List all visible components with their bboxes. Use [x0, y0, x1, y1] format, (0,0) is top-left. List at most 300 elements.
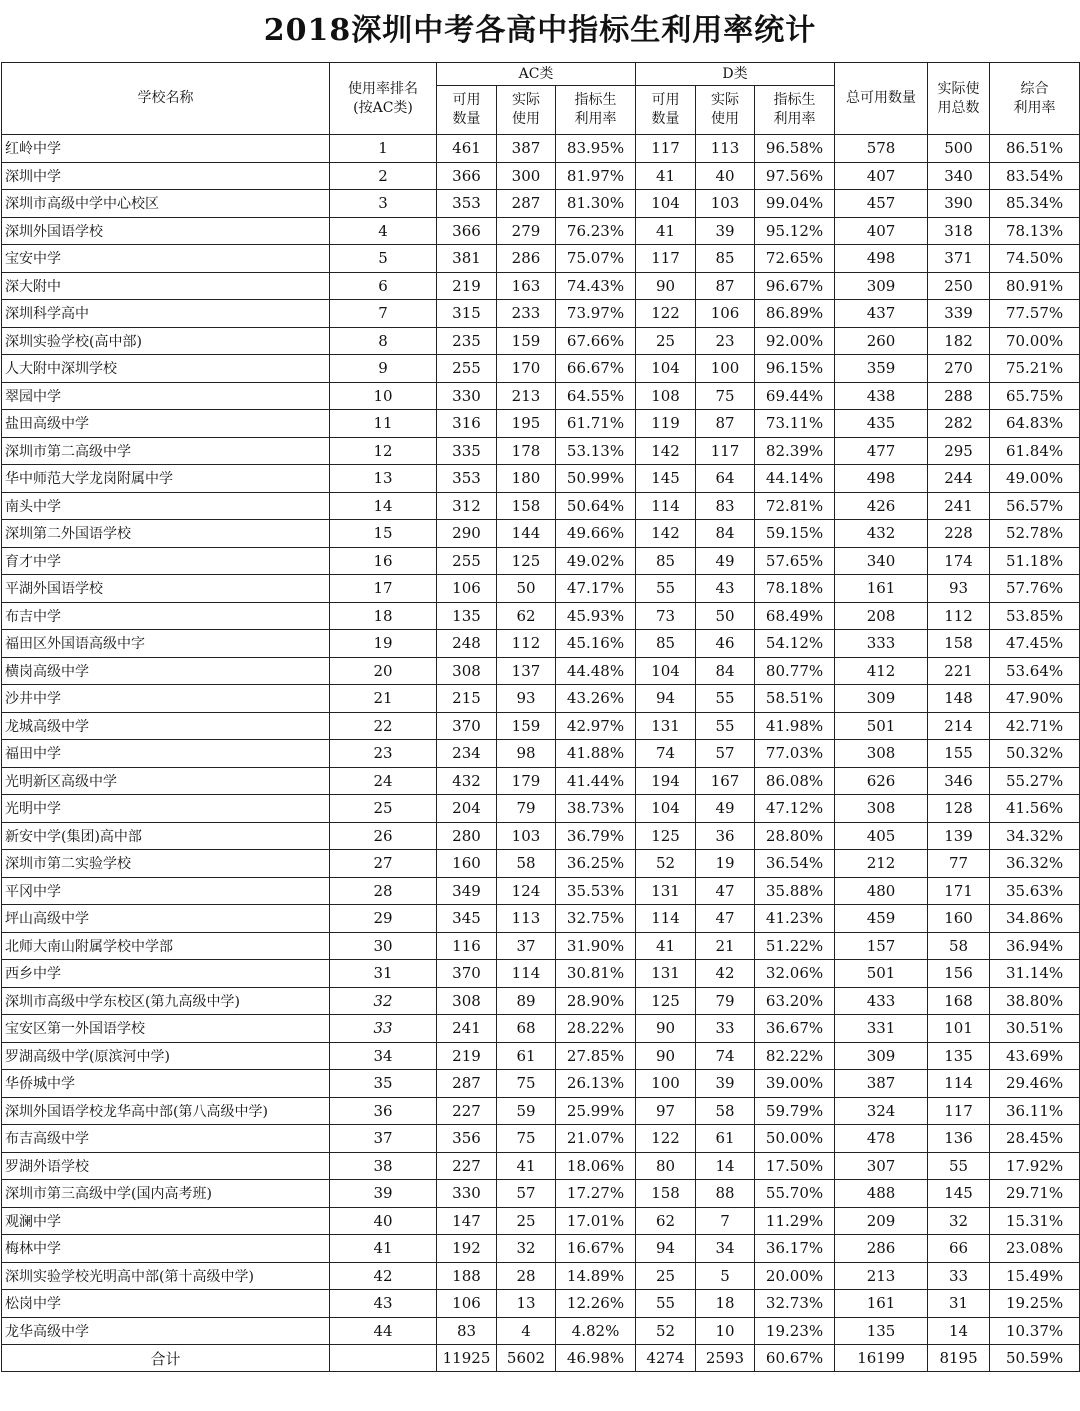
cell-total-available: 501 — [835, 712, 928, 740]
cell-d-available: 194 — [636, 767, 696, 795]
cell-overall-rate: 34.86% — [990, 905, 1080, 933]
cell-rank: 10 — [330, 382, 437, 410]
cell-d-available: 125 — [636, 822, 696, 850]
header-d-available-line2: 数量 — [651, 111, 680, 127]
table-row — [2, 190, 1080, 218]
header-total-used-line2: 用总数 — [937, 99, 980, 116]
cell-d-available: 131 — [636, 712, 696, 740]
totals-rank — [330, 1345, 437, 1372]
cell-ac-available: 308 — [437, 987, 497, 1015]
cell-ac-available: 290 — [437, 520, 497, 548]
cell-total-used: 250 — [928, 272, 990, 300]
totals-label: 合计 — [2, 1345, 330, 1372]
cell-d-available: 80 — [636, 1152, 696, 1180]
cell-ac-used: 79 — [497, 795, 556, 823]
totals-row — [2, 1345, 1080, 1372]
cell-rank: 9 — [330, 355, 437, 383]
cell-ac-used: 233 — [497, 300, 556, 328]
cell-ac-used: 158 — [497, 492, 556, 520]
cell-overall-rate: 75.21% — [990, 355, 1080, 383]
cell-d-used: 21 — [696, 932, 755, 960]
cell-ac-used: 37 — [497, 932, 556, 960]
cell-rank: 8 — [330, 327, 437, 355]
cell-overall-rate: 85.34% — [990, 190, 1080, 218]
cell-total-used: 174 — [928, 547, 990, 575]
cell-ac-used: 178 — [497, 437, 556, 465]
cell-d-available: 122 — [636, 1125, 696, 1153]
cell-school-name: 布吉高级中学 — [2, 1125, 330, 1153]
table-row — [2, 960, 1080, 988]
cell-total-available: 309 — [835, 1042, 928, 1070]
cell-overall-rate: 36.11% — [990, 1097, 1080, 1125]
header-d-rate — [755, 86, 835, 135]
cell-school-name: 沙井中学 — [2, 685, 330, 713]
cell-rank: 21 — [330, 685, 437, 713]
table-row — [2, 547, 1080, 575]
cell-rank: 40 — [330, 1207, 437, 1235]
cell-d-rate: 35.88% — [755, 877, 835, 905]
table-row — [2, 1015, 1080, 1043]
cell-ac-rate: 74.43% — [556, 272, 636, 300]
cell-total-available: 208 — [835, 602, 928, 630]
cell-d-available: 73 — [636, 602, 696, 630]
cell-d-used: 58 — [696, 1097, 755, 1125]
cell-d-used: 75 — [696, 382, 755, 410]
cell-school-name: 华侨城中学 — [2, 1070, 330, 1098]
cell-school-name: 宝安中学 — [2, 245, 330, 273]
cell-ac-rate: 50.99% — [556, 465, 636, 493]
cell-rank: 33 — [330, 1015, 437, 1043]
table-row — [2, 657, 1080, 685]
cell-rank: 23 — [330, 740, 437, 768]
cell-ac-rate: 17.27% — [556, 1180, 636, 1208]
cell-ac-used: 112 — [497, 630, 556, 658]
cell-ac-available: 106 — [437, 1290, 497, 1318]
cell-d-rate: 57.65% — [755, 547, 835, 575]
cell-school-name: 观澜中学 — [2, 1207, 330, 1235]
cell-ac-available: 349 — [437, 877, 497, 905]
cell-total-available: 333 — [835, 630, 928, 658]
cell-overall-rate: 42.71% — [990, 712, 1080, 740]
cell-d-rate: 92.00% — [755, 327, 835, 355]
cell-total-used: 117 — [928, 1097, 990, 1125]
cell-overall-rate: 10.37% — [990, 1317, 1080, 1345]
cell-ac-available: 308 — [437, 657, 497, 685]
cell-overall-rate: 15.31% — [990, 1207, 1080, 1235]
cell-school-name: 坪山高级中学 — [2, 905, 330, 933]
table-row — [2, 712, 1080, 740]
cell-ac-rate: 30.81% — [556, 960, 636, 988]
cell-total-available: 309 — [835, 272, 928, 300]
header-d-used-line2: 使用 — [711, 111, 740, 127]
cell-total-available: 478 — [835, 1125, 928, 1153]
cell-ac-used: 75 — [497, 1070, 556, 1098]
cell-d-rate: 82.22% — [755, 1042, 835, 1070]
cell-overall-rate: 55.27% — [990, 767, 1080, 795]
cell-ac-available: 366 — [437, 217, 497, 245]
cell-school-name: 宝安区第一外国语学校 — [2, 1015, 330, 1043]
cell-rank: 17 — [330, 575, 437, 603]
cell-total-available: 412 — [835, 657, 928, 685]
cell-ac-rate: 32.75% — [556, 905, 636, 933]
cell-school-name: 育才中学 — [2, 547, 330, 575]
cell-total-used: 340 — [928, 162, 990, 190]
cell-rank: 24 — [330, 767, 437, 795]
header-ac-used — [497, 86, 556, 135]
header-d-available — [636, 86, 696, 135]
cell-ac-available: 147 — [437, 1207, 497, 1235]
cell-overall-rate: 47.90% — [990, 685, 1080, 713]
cell-d-available: 104 — [636, 190, 696, 218]
cell-ac-available: 135 — [437, 602, 497, 630]
cell-d-rate: 17.50% — [755, 1152, 835, 1180]
table-row — [2, 382, 1080, 410]
cell-total-available: 432 — [835, 520, 928, 548]
cell-total-available: 213 — [835, 1262, 928, 1290]
cell-total-available: 626 — [835, 767, 928, 795]
cell-total-available: 437 — [835, 300, 928, 328]
cell-school-name: 深圳市高级中学东校区(第九高级中学) — [2, 987, 330, 1015]
cell-total-available: 161 — [835, 1290, 928, 1318]
cell-total-used: 288 — [928, 382, 990, 410]
table-row — [2, 575, 1080, 603]
cell-overall-rate: 43.69% — [990, 1042, 1080, 1070]
cell-overall-rate: 74.50% — [990, 245, 1080, 273]
cell-d-used: 18 — [696, 1290, 755, 1318]
cell-total-used: 390 — [928, 190, 990, 218]
cell-d-rate: 73.11% — [755, 410, 835, 438]
header-total-used-line1: 实际使 — [937, 80, 980, 97]
cell-d-available: 25 — [636, 327, 696, 355]
cell-total-used: 135 — [928, 1042, 990, 1070]
cell-rank: 18 — [330, 602, 437, 630]
cell-total-used: 101 — [928, 1015, 990, 1043]
cell-ac-used: 170 — [497, 355, 556, 383]
cell-total-available: 387 — [835, 1070, 928, 1098]
header-d-available-line1: 可用 — [651, 92, 680, 108]
cell-d-available: 94 — [636, 1235, 696, 1263]
cell-d-used: 36 — [696, 822, 755, 850]
cell-ac-available: 241 — [437, 1015, 497, 1043]
cell-d-available: 94 — [636, 685, 696, 713]
cell-d-used: 74 — [696, 1042, 755, 1070]
cell-total-used: 156 — [928, 960, 990, 988]
cell-d-available: 117 — [636, 135, 696, 163]
cell-d-rate: 96.15% — [755, 355, 835, 383]
cell-school-name: 光明中学 — [2, 795, 330, 823]
cell-school-name: 横岗高级中学 — [2, 657, 330, 685]
cell-ac-rate: 81.97% — [556, 162, 636, 190]
cell-d-used: 49 — [696, 547, 755, 575]
cell-rank: 31 — [330, 960, 437, 988]
cell-ac-used: 61 — [497, 1042, 556, 1070]
cell-total-used: 244 — [928, 465, 990, 493]
cell-d-used: 83 — [696, 492, 755, 520]
cell-ac-available: 215 — [437, 685, 497, 713]
cell-ac-rate: 27.85% — [556, 1042, 636, 1070]
cell-school-name: 平冈中学 — [2, 877, 330, 905]
table-row — [2, 1207, 1080, 1235]
cell-d-used: 87 — [696, 272, 755, 300]
cell-ac-rate: 41.88% — [556, 740, 636, 768]
cell-overall-rate: 23.08% — [990, 1235, 1080, 1263]
cell-ac-used: 68 — [497, 1015, 556, 1043]
cell-overall-rate: 30.51% — [990, 1015, 1080, 1043]
cell-d-used: 7 — [696, 1207, 755, 1235]
table-row — [2, 987, 1080, 1015]
header-school-name: 学校名称 — [2, 63, 330, 135]
cell-d-available: 55 — [636, 575, 696, 603]
cell-total-used: 66 — [928, 1235, 990, 1263]
cell-ac-available: 366 — [437, 162, 497, 190]
cell-overall-rate: 31.14% — [990, 960, 1080, 988]
cell-rank: 30 — [330, 932, 437, 960]
cell-d-rate: 96.67% — [755, 272, 835, 300]
cell-d-used: 40 — [696, 162, 755, 190]
cell-overall-rate: 86.51% — [990, 135, 1080, 163]
cell-d-rate: 55.70% — [755, 1180, 835, 1208]
cell-ac-available: 192 — [437, 1235, 497, 1263]
cell-school-name: 深圳实验学校(高中部) — [2, 327, 330, 355]
cell-ac-rate: 81.30% — [556, 190, 636, 218]
cell-ac-rate: 17.01% — [556, 1207, 636, 1235]
cell-rank: 5 — [330, 245, 437, 273]
cell-total-used: 77 — [928, 850, 990, 878]
table-row — [2, 492, 1080, 520]
cell-overall-rate: 35.63% — [990, 877, 1080, 905]
cell-school-name: 深圳第二外国语学校 — [2, 520, 330, 548]
cell-rank: 22 — [330, 712, 437, 740]
cell-d-rate: 77.03% — [755, 740, 835, 768]
cell-ac-available: 234 — [437, 740, 497, 768]
cell-total-used: 93 — [928, 575, 990, 603]
cell-rank: 14 — [330, 492, 437, 520]
cell-rank: 1 — [330, 135, 437, 163]
cell-ac-available: 330 — [437, 1180, 497, 1208]
totals-ac-used: 5602 — [497, 1345, 556, 1372]
header-d-rate-line1: 指标生 — [773, 92, 816, 108]
table-row — [2, 1125, 1080, 1153]
cell-ac-rate: 47.17% — [556, 575, 636, 603]
cell-total-used: 114 — [928, 1070, 990, 1098]
cell-overall-rate: 19.25% — [990, 1290, 1080, 1318]
cell-ac-rate: 43.26% — [556, 685, 636, 713]
cell-ac-available: 345 — [437, 905, 497, 933]
header-rank-line2: (按AC类) — [353, 99, 413, 116]
cell-ac-rate: 44.48% — [556, 657, 636, 685]
cell-total-available: 435 — [835, 410, 928, 438]
table-row — [2, 795, 1080, 823]
cell-rank: 15 — [330, 520, 437, 548]
cell-school-name: 福田中学 — [2, 740, 330, 768]
cell-d-available: 62 — [636, 1207, 696, 1235]
cell-rank: 16 — [330, 547, 437, 575]
cell-d-rate: 72.65% — [755, 245, 835, 273]
cell-d-used: 113 — [696, 135, 755, 163]
cell-total-available: 438 — [835, 382, 928, 410]
cell-d-rate: 44.14% — [755, 465, 835, 493]
cell-overall-rate: 53.85% — [990, 602, 1080, 630]
cell-ac-available: 248 — [437, 630, 497, 658]
cell-ac-available: 83 — [437, 1317, 497, 1345]
cell-overall-rate: 53.64% — [990, 657, 1080, 685]
header-total-available: 总可用数量 — [835, 63, 928, 135]
table-row — [2, 1262, 1080, 1290]
cell-ac-available: 116 — [437, 932, 497, 960]
cell-total-used: 14 — [928, 1317, 990, 1345]
cell-total-available: 308 — [835, 740, 928, 768]
cell-d-available: 85 — [636, 630, 696, 658]
cell-total-used: 128 — [928, 795, 990, 823]
cell-ac-rate: 12.26% — [556, 1290, 636, 1318]
cell-ac-available: 227 — [437, 1152, 497, 1180]
table-row — [2, 850, 1080, 878]
cell-rank: 3 — [330, 190, 437, 218]
cell-d-rate: 59.79% — [755, 1097, 835, 1125]
cell-ac-used: 124 — [497, 877, 556, 905]
cell-d-rate: 50.00% — [755, 1125, 835, 1153]
cell-d-rate: 58.51% — [755, 685, 835, 713]
cell-rank: 6 — [330, 272, 437, 300]
cell-total-used: 158 — [928, 630, 990, 658]
cell-d-used: 100 — [696, 355, 755, 383]
cell-d-used: 34 — [696, 1235, 755, 1263]
cell-d-rate: 36.67% — [755, 1015, 835, 1043]
cell-rank: 29 — [330, 905, 437, 933]
header-d-used — [696, 86, 755, 135]
cell-ac-used: 28 — [497, 1262, 556, 1290]
cell-ac-rate: 35.53% — [556, 877, 636, 905]
table-row — [2, 1290, 1080, 1318]
cell-total-used: 282 — [928, 410, 990, 438]
cell-rank: 4 — [330, 217, 437, 245]
cell-rank: 36 — [330, 1097, 437, 1125]
header-ac-rate-line2: 利用率 — [574, 111, 617, 127]
cell-d-used: 46 — [696, 630, 755, 658]
cell-d-rate: 82.39% — [755, 437, 835, 465]
cell-overall-rate: 49.00% — [990, 465, 1080, 493]
cell-ac-used: 62 — [497, 602, 556, 630]
cell-ac-used: 387 — [497, 135, 556, 163]
cell-d-available: 85 — [636, 547, 696, 575]
cell-total-available: 501 — [835, 960, 928, 988]
cell-d-available: 114 — [636, 905, 696, 933]
cell-ac-rate: 45.16% — [556, 630, 636, 658]
cell-school-name: 北师大南山附属学校中学部 — [2, 932, 330, 960]
cell-ac-rate: 28.90% — [556, 987, 636, 1015]
cell-rank: 12 — [330, 437, 437, 465]
cell-rank: 27 — [330, 850, 437, 878]
cell-ac-rate: 42.97% — [556, 712, 636, 740]
cell-total-used: 214 — [928, 712, 990, 740]
cell-d-available: 104 — [636, 657, 696, 685]
cell-ac-available: 219 — [437, 272, 497, 300]
cell-ac-available: 353 — [437, 465, 497, 493]
cell-d-rate: 78.18% — [755, 575, 835, 603]
cell-d-rate: 54.12% — [755, 630, 835, 658]
cell-d-available: 41 — [636, 217, 696, 245]
cell-total-available: 324 — [835, 1097, 928, 1125]
cell-d-rate: 80.77% — [755, 657, 835, 685]
cell-school-name: 深大附中 — [2, 272, 330, 300]
cell-total-available: 308 — [835, 795, 928, 823]
table-row — [2, 822, 1080, 850]
cell-ac-available: 330 — [437, 382, 497, 410]
totals-d-rate: 60.67% — [755, 1345, 835, 1372]
cell-ac-used: 179 — [497, 767, 556, 795]
totals-total-available: 16199 — [835, 1345, 928, 1372]
totals-total-used: 8195 — [928, 1345, 990, 1372]
cell-ac-rate: 66.67% — [556, 355, 636, 383]
cell-school-name: 龙城高级中学 — [2, 712, 330, 740]
cell-total-used: 500 — [928, 135, 990, 163]
cell-total-available: 359 — [835, 355, 928, 383]
cell-total-available: 309 — [835, 685, 928, 713]
cell-d-used: 39 — [696, 217, 755, 245]
cell-ac-used: 50 — [497, 575, 556, 603]
totals-overall-rate: 50.59% — [990, 1345, 1080, 1372]
cell-d-available: 117 — [636, 245, 696, 273]
cell-d-rate: 41.98% — [755, 712, 835, 740]
cell-total-available: 477 — [835, 437, 928, 465]
cell-rank: 28 — [330, 877, 437, 905]
cell-total-available: 331 — [835, 1015, 928, 1043]
cell-d-used: 42 — [696, 960, 755, 988]
cell-d-used: 23 — [696, 327, 755, 355]
cell-d-rate: 32.73% — [755, 1290, 835, 1318]
cell-ac-used: 98 — [497, 740, 556, 768]
cell-total-available: 488 — [835, 1180, 928, 1208]
cell-ac-rate: 53.13% — [556, 437, 636, 465]
totals-d-used: 2593 — [696, 1345, 755, 1372]
totals-ac-rate: 46.98% — [556, 1345, 636, 1372]
cell-ac-rate: 61.71% — [556, 410, 636, 438]
cell-total-used: 136 — [928, 1125, 990, 1153]
cell-total-available: 212 — [835, 850, 928, 878]
cell-d-rate: 36.17% — [755, 1235, 835, 1263]
cell-rank: 19 — [330, 630, 437, 658]
cell-ac-used: 144 — [497, 520, 556, 548]
cell-overall-rate: 47.45% — [990, 630, 1080, 658]
cell-ac-rate: 83.95% — [556, 135, 636, 163]
cell-school-name: 红岭中学 — [2, 135, 330, 163]
cell-ac-used: 279 — [497, 217, 556, 245]
cell-school-name: 梅林中学 — [2, 1235, 330, 1263]
cell-ac-used: 25 — [497, 1207, 556, 1235]
cell-ac-used: 57 — [497, 1180, 556, 1208]
cell-overall-rate: 41.56% — [990, 795, 1080, 823]
table-row — [2, 1317, 1080, 1345]
cell-ac-rate: 67.66% — [556, 327, 636, 355]
cell-d-used: 47 — [696, 877, 755, 905]
cell-d-available: 55 — [636, 1290, 696, 1318]
cell-school-name: 西乡中学 — [2, 960, 330, 988]
cell-d-available: 142 — [636, 437, 696, 465]
cell-d-available: 90 — [636, 1042, 696, 1070]
cell-ac-rate: 28.22% — [556, 1015, 636, 1043]
cell-overall-rate: 61.84% — [990, 437, 1080, 465]
cell-d-available: 131 — [636, 877, 696, 905]
cell-ac-available: 353 — [437, 190, 497, 218]
cell-d-rate: 99.04% — [755, 190, 835, 218]
cell-total-available: 157 — [835, 932, 928, 960]
cell-d-rate: 97.56% — [755, 162, 835, 190]
cell-ac-available: 370 — [437, 960, 497, 988]
cell-total-used: 171 — [928, 877, 990, 905]
cell-total-used: 270 — [928, 355, 990, 383]
cell-total-available: 498 — [835, 245, 928, 273]
cell-school-name: 深圳外国语学校 — [2, 217, 330, 245]
